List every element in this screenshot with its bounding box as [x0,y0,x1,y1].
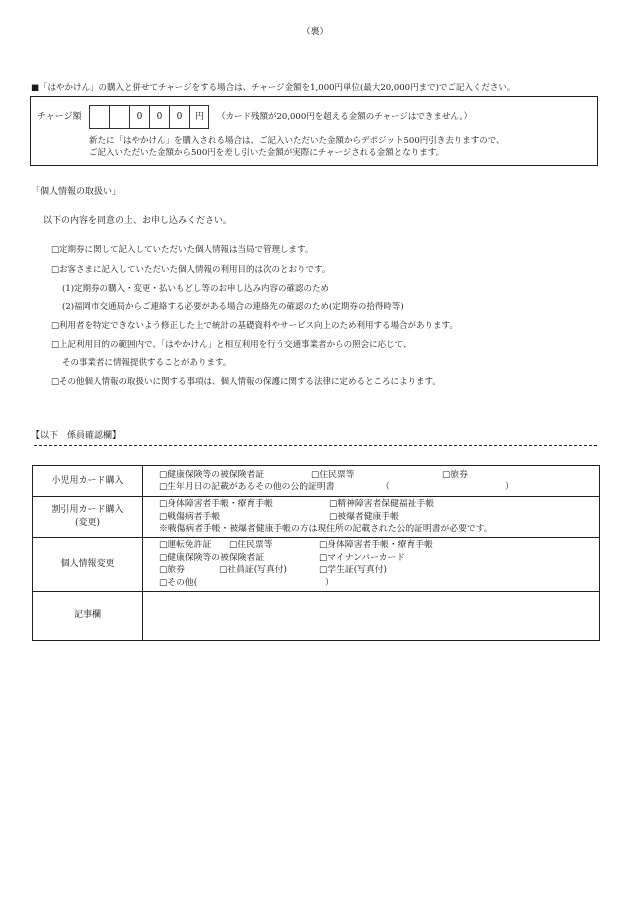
check-atomic-bomb-handbook[interactable]: □被爆者健康手帳 [329,511,399,522]
row-options-discount-card [143,497,600,538]
row-personal-info-change [33,537,600,591]
privacy-intro: 以下の内容を同意の上、お申し込みください。 [43,216,233,226]
check-other[interactable]: □その他( [159,577,198,588]
check-mental-health-handbook[interactable]: □精神障害者保健福祉手帳 [329,499,435,509]
check-war-injury-handbook[interactable]: □戦傷病者手帳 [159,511,221,522]
deposit-note-line-2: ご記入いただいた金額から500円を差し引いた金額が実際にチャージされる金額となります。 [89,148,445,158]
charge-heading: ■「はやかけん」の購入と併せてチャージをする場合は、チャージ金額を1,000円単位(最大20,000円まで)でご記入ください。 [31,83,516,93]
check-my-number-card[interactable]: □マイナンバーカード [319,552,406,563]
staff-section-divider [34,445,597,446]
privacy-item-4: □上記利用目的の範囲内で、「はやかけん」と相互利用を行う交通事業者からの照会に応じて、 [51,340,412,350]
check-drivers-license[interactable]: □運転免許証 [159,540,212,550]
check-resident-cert-2[interactable]: □住民票等 [229,540,273,550]
row-options-child-card [143,466,600,497]
check-disability-handbook[interactable]: □身体障害者手帳・療育手帳 [159,499,273,509]
check-health-insurance-2[interactable]: □健康保険等の被保険者証 [159,552,265,563]
row-discount-card [33,497,600,538]
check-other-birthdate-cert[interactable]: □生年月日の記載があるその他の公的証明書 [159,482,335,492]
charge-amount-box [30,96,598,166]
charge-digit-4: 0 [149,105,169,129]
privacy-subitem-1: (1)定期券の購入・変更・払いもどし等のお申し込み内容の確認のため [62,284,330,294]
check-passport[interactable]: □旅券 [442,469,468,480]
privacy-item-1: □定期券に関して記入していただいた個人情報は当局で管理します。 [51,245,314,255]
charge-digit-5: 0 [169,105,189,129]
check-health-insurance[interactable]: □健康保険等の被保険者証 [159,469,265,480]
check-student-id[interactable]: □学生証(写真付) [319,565,387,575]
deposit-note-line-1: 新たに「はやかけん」を購入される場合は、ご記入いただいた金額からデポジット500円引き去りますので、 [89,136,505,146]
charge-yen-unit: 円 [189,105,209,129]
privacy-subitem-2: (2)福岡市交通局からご連絡する必要がある場合の連絡先の確認のため(定期券の拾得時等) [62,302,404,312]
row-label-notes: 記事欄 [33,591,143,640]
other-paren-close: ） [325,577,334,588]
check-resident-cert[interactable]: □住民票等 [311,469,355,480]
staff-confirmation-table [32,465,600,641]
row-options-personal-info-change [143,537,600,591]
privacy-title: 「個人情報の取扱い」 [31,187,122,197]
page-side-label: （裏） [301,27,329,37]
paren-close: ） [505,482,514,492]
paren-open: （ [381,482,390,492]
privacy-item-2: □お客さまに記入していただいた個人情報の利用目的は次のとおりです。 [51,265,331,275]
notes-field[interactable] [143,591,600,640]
discount-label-main: 割引用カード購入 [51,504,124,515]
privacy-item-3: □利用者を特定できないよう修正した上で統計の基礎資料やサービス向上のため利用する場合があります。 [51,321,458,331]
privacy-item-4-cont: その事業者に情報提供することがあります。 [62,358,232,368]
charge-digit-2[interactable] [109,105,129,129]
discount-row-note: ※戦傷病者手帳・被爆者健康手帳の方は現住所の記載された公的証明書が必要です。 [159,524,493,534]
row-label-personal-info-change: 個人情報変更 [33,537,143,591]
row-label-discount-card [33,497,143,538]
charge-amount-label: チャージ額 [37,112,82,122]
row-child-card [33,466,600,497]
check-employee-id[interactable]: □社員証(写真付) [219,565,287,575]
discount-label-sub: (変更) [74,517,101,528]
charge-limit-note: （カード残額が20,000円を超える金額のチャージはできません。） [217,112,473,122]
row-notes [33,591,600,640]
charge-digit-1[interactable] [89,105,109,129]
privacy-item-5: □その他個人情報の取扱いに関する事項は、個人情報の保護に関する法律に定めるところによります。 [51,377,441,387]
check-passport-2[interactable]: □旅券 [159,565,185,575]
charge-digit-3: 0 [129,105,149,129]
row-label-child-card: 小児用カード購入 [33,466,143,497]
check-disability-handbook-2[interactable]: □身体障害者手帳・療育手帳 [319,540,433,550]
staff-section-title: 【以下 係員確認欄】 [31,431,122,441]
